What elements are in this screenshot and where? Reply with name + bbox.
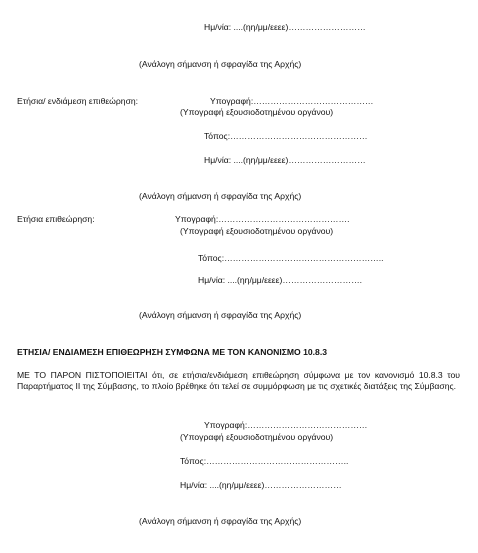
section2-authority-stamp: (Ανάλογη σήμανση ή σφραγίδα της Αρχής) xyxy=(139,310,302,320)
section2-label: Ετήσια επιθεώρηση: xyxy=(17,214,95,224)
section2-date-line: Ημ/νία: ....(ηη/μμ/εεεε)………………………. xyxy=(198,275,363,285)
section2-signature-line: Υπογραφή:………………………………………. xyxy=(175,214,350,224)
section1-date-line: Ημ/νία: ....(ηη/μμ/εεεε)……………………… xyxy=(204,155,366,165)
top-authority-stamp: (Ανάλογη σήμανση ή σφραγίδα της Αρχής) xyxy=(139,59,302,69)
section1-signer-caption: (Υπογραφή εξουσιοδοτημένου οργάνου) xyxy=(180,107,334,117)
section1-signature-line: Υπογραφή:…………………………………… xyxy=(210,96,374,106)
section3-certification-text: ΜΕ ΤΟ ΠΑΡΟΝ ΠΙΣΤΟΠΟΙΕΙΤΑΙ ότι, σε ετήσια/ενδιάμεση επιθεώρηση σύμφωνα με τον κανονισμό 10.8.3 του Παραρτήματος ΙΙ της Σύμβασης, το πλοίο βρέθηκε ότι τελεί σε συμμόρφωση με τις σχετικές διατάξεις της Σύμβασης. xyxy=(17,370,460,391)
section1-label: Ετήσια/ ενδιάμεση επιθεώρηση: xyxy=(17,96,139,106)
section3-authority-stamp: (Ανάλογη σήμανση ή σφραγίδα της Αρχής) xyxy=(139,516,302,526)
section1-authority-stamp: (Ανάλογη σήμανση ή σφραγίδα της Αρχής) xyxy=(139,191,302,201)
top-date-line: Ημ/νία: ....(ηη/μμ/εεεε)……………………… xyxy=(204,22,366,32)
section2-signer-caption: (Υπογραφή εξουσιοδοτημένου οργάνου) xyxy=(180,226,334,236)
section1-place-line: Τόπος:………………………………………… xyxy=(204,131,368,141)
section3-signer-caption: (Υπογραφή εξουσιοδοτημένου οργάνου) xyxy=(180,432,334,442)
section3-heading: ΕΤΗΣΙΑ/ ΕΝΔΙΑΜΕΣΗ ΕΠΙΘΕΩΡΗΣΗ ΣΥΜΦΩΝΑ ΜΕ ΤΟΝ ΚΑΝΟΝΙΣΜΟ 10.8.3 xyxy=(17,347,328,357)
section3-signature-line: Υπογραφή:…………………………………… xyxy=(204,420,368,430)
section3-date-line: Ημ/νία: ....(ηη/μμ/εεεε)……………………… xyxy=(180,480,342,490)
section2-place-line: Τόπος:……………………………………………….. xyxy=(198,253,384,263)
section3-place-line: Τόπος:………………………………………….. xyxy=(180,456,349,466)
